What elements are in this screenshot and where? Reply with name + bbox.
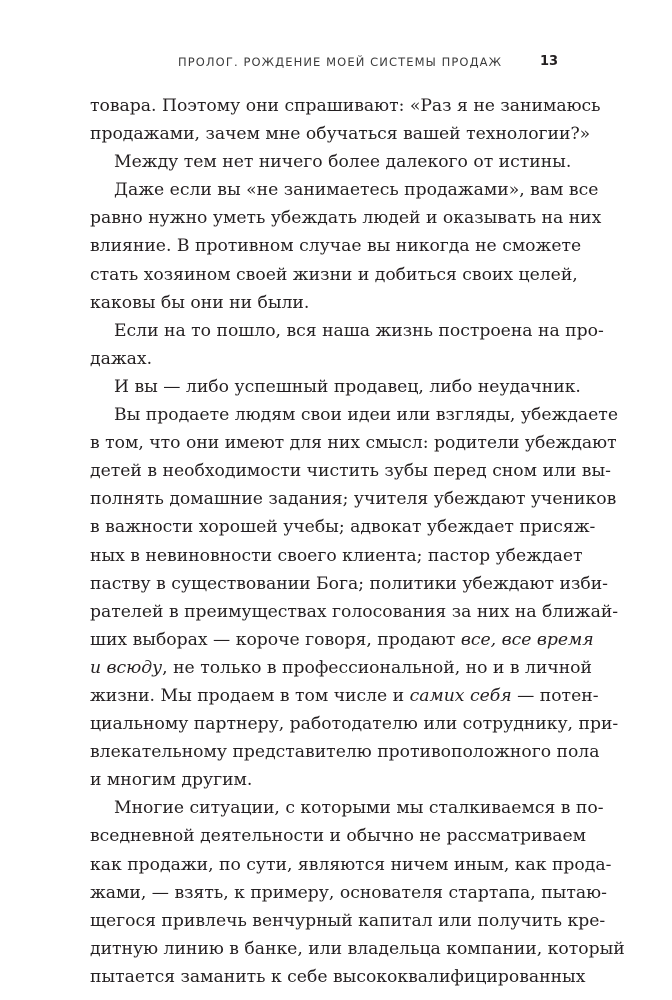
text-segment: дитную линию в банке, или владельца компании, который	[90, 938, 625, 959]
text-segment: в том, что они имеют для них смысл: родители убеждают	[90, 433, 617, 454]
text-segment: циальному партнеру, работодателю или сотруднику, при-	[90, 714, 619, 735]
text-line	[90, 935, 625, 963]
text-segment: Даже если вы «не занимаетесь продажами», вам все	[114, 180, 599, 201]
text-line	[90, 738, 600, 766]
text-line	[90, 317, 604, 345]
text-line	[90, 682, 599, 710]
text-segment: как продажи, по сути, являются ничем иным, как прода-	[90, 854, 612, 875]
text-segment: жизни. Мы продаем в том числе и	[90, 685, 410, 706]
text-segment: вседневной деятельности и обычно не рассматриваем	[90, 826, 587, 847]
text-line	[90, 907, 606, 935]
text-line	[90, 598, 619, 626]
text-segment: дажах.	[90, 348, 153, 369]
text-line	[90, 261, 578, 289]
text-line	[90, 373, 581, 401]
text-segment: Многие ситуации, с которыми мы сталкиваемся в по-	[114, 798, 604, 819]
text-line	[90, 766, 572, 794]
text-line	[90, 794, 604, 822]
text-segment: жами, — взять, к примеру, основателя стартапа, пытаю-	[90, 882, 607, 903]
text-line	[90, 822, 587, 850]
text-line	[90, 232, 582, 260]
text-line	[90, 485, 617, 513]
text-line	[90, 851, 612, 879]
text-segment: влияние. В противном случае вы никогда не сможете	[90, 236, 582, 257]
text-line	[90, 963, 586, 991]
text-segment: рателей в преимуществах голосования за них на ближай-	[90, 601, 619, 622]
text-line	[90, 289, 572, 317]
text-segment: детей в необходимости чистить зубы перед сном или вы-	[90, 461, 611, 482]
text-line	[90, 457, 611, 485]
text-line	[90, 92, 601, 120]
italic-segment: все, все время	[460, 629, 594, 650]
text-segment: влекательному представителю противоположного пола	[90, 742, 600, 763]
text-line	[90, 513, 596, 541]
text-segment: паству в существовании Бога; политики убеждают изби-	[90, 573, 608, 594]
text-line	[90, 710, 619, 738]
text-line	[90, 345, 572, 373]
page-number: 13	[540, 54, 559, 69]
body-text	[90, 92, 625, 991]
text-segment: Если на то пошло, вся наша жизнь построена на про-	[114, 320, 604, 341]
text-segment: ных в невиновности своего клиента; пастор убеждает	[90, 545, 583, 566]
text-segment: каковы бы они ни были.	[90, 292, 310, 313]
text-line	[90, 879, 607, 907]
text-segment: ших выборах — короче говоря, продают	[90, 629, 461, 650]
text-segment: в важности хорошей учебы; адвокат убеждает присяж-	[90, 517, 596, 538]
text-line	[90, 542, 583, 570]
text-line	[90, 626, 594, 654]
text-segment: товара. Поэтому они спрашивают: «Раз я не занимаюсь	[90, 96, 601, 116]
text-line	[90, 429, 617, 457]
text-segment: , не только в профессиональной, но и в личной	[162, 657, 592, 678]
text-line	[90, 176, 599, 204]
text-segment: — потен-	[511, 685, 599, 706]
text-line	[90, 570, 608, 598]
italic-segment: и всюду	[90, 657, 163, 678]
text-line	[90, 204, 602, 232]
text-segment: равно нужно уметь убеждать людей и оказывать на них	[90, 208, 602, 229]
text-line	[90, 148, 572, 176]
text-line	[90, 654, 592, 682]
text-segment: продажами, зачем мне обучаться вашей технологии?»	[90, 124, 591, 145]
text-line	[90, 120, 591, 148]
text-segment: Вы продаете людям свои идеи или взгляды, убеждаете	[114, 405, 618, 426]
text-segment: и многим другим.	[90, 770, 253, 791]
text-line	[90, 401, 618, 429]
running-head: ПРОЛОГ. РОЖДЕНИЕ МОЕЙ СИСТЕМЫ ПРОДАЖ	[178, 55, 503, 69]
italic-segment: самих себя	[409, 685, 512, 706]
text-segment: Между тем нет ничего более далекого от истины.	[114, 152, 572, 173]
text-segment: щегося привлечь венчурный капитал или получить кре-	[90, 910, 606, 931]
text-segment: И вы — либо успешный продавец, либо неудачник.	[114, 376, 581, 397]
text-segment: стать хозяином своей жизни и добиться своих целей,	[90, 264, 578, 285]
text-segment: пытается заманить к себе высококвалифицированных	[90, 966, 586, 987]
text-segment: полнять домашние задания; учителя убеждают учеников	[90, 489, 617, 510]
